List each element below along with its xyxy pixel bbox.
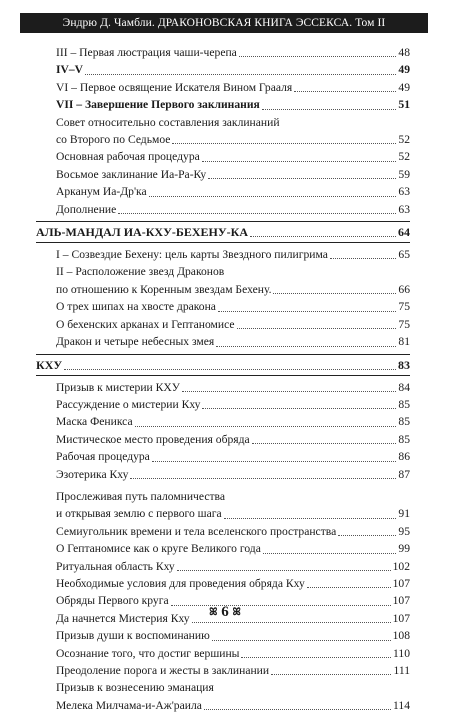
- toc-entry-eighth[interactable]: [36, 166, 410, 183]
- toc-entry-completion[interactable]: [36, 96, 410, 113]
- toc-entry-page: 108: [392, 629, 410, 643]
- toc-entry-constellation[interactable]: [36, 246, 410, 263]
- toc-entry-page: 84: [398, 380, 410, 394]
- leader-dots: [182, 391, 396, 392]
- leader-dots: [135, 426, 397, 427]
- toc-entry-heptagon[interactable]: [36, 523, 410, 540]
- toc-entry-page: 110: [393, 646, 410, 660]
- toc-entry-phoenix-mask[interactable]: [36, 413, 410, 430]
- toc-entry-title: Дракон и четыре небесных змея: [56, 335, 215, 349]
- leader-dots: [208, 178, 396, 179]
- toc-entry-title: VI – Первое освящение Искателя Вином Грааля: [56, 80, 293, 94]
- toc-entry-great-year[interactable]: [36, 540, 410, 557]
- toc-entry-page: 65: [398, 248, 410, 262]
- toc-entry-title: Призыв души к воспоминанию: [56, 629, 210, 643]
- toc-entry-title: Основная рабочая процедура: [56, 150, 200, 164]
- toc-entry-page: 66: [398, 282, 410, 296]
- toc-entry-title: IV–V: [56, 63, 84, 77]
- leader-dots: [307, 587, 391, 588]
- toc-entry-page: 85: [398, 397, 410, 411]
- leader-dots: [241, 657, 391, 658]
- leader-dots: [294, 91, 396, 92]
- leader-dots: [273, 293, 396, 294]
- toc-entry-page: 75: [398, 300, 410, 314]
- toc-entry-title: Рассуждение о мистерии Кху: [56, 397, 201, 411]
- toc-entry-mystic-place[interactable]: [36, 431, 410, 448]
- toc-entry-three-spikes[interactable]: [36, 298, 410, 315]
- toc-entry-appendix[interactable]: [36, 201, 410, 218]
- section-title: АЛЬ-МАНДАЛ ИА-КХУ-БЕХЕНУ-КА: [36, 225, 249, 240]
- toc-group-2: [36, 148, 410, 218]
- toc-entry-page: 48: [398, 46, 410, 59]
- toc-entry-page: 99: [398, 542, 410, 556]
- toc-entry-title: Эзотерика Кху: [56, 467, 129, 481]
- toc-entry-summit[interactable]: [36, 645, 410, 662]
- toc-entry-page: 95: [398, 524, 410, 538]
- toc-entry-working-procedure[interactable]: [36, 448, 410, 465]
- toc-entry-title: II – Расположение звезд Драконов: [56, 265, 225, 279]
- toc-entry-invocation[interactable]: [36, 379, 410, 396]
- leader-dots: [177, 570, 391, 571]
- toc-entry-page: 85: [398, 415, 410, 429]
- toc-entry-page: 81: [398, 335, 410, 349]
- toc-entry-page: 91: [398, 507, 410, 521]
- toc-entry-title: О бехенских арканах и Гептаномисе: [56, 317, 235, 331]
- running-title: Эндрю Д. Чамбли. ДРАКОНОВСКАЯ КНИГА ЭССЕКСА. Том ІІ: [62, 17, 386, 29]
- leader-dots: [263, 553, 397, 554]
- leader-dots: [85, 74, 396, 75]
- toc-entry-lustration[interactable]: [36, 44, 410, 61]
- toc-entry-iv-v[interactable]: [36, 61, 410, 78]
- toc-entry-title: Обряды Первого круга: [56, 594, 169, 608]
- toc-entry-ascension[interactable]: [36, 679, 410, 714]
- toc-entry-title: Призыв к мистерии КХУ: [56, 380, 180, 394]
- section-page: 64: [398, 225, 410, 240]
- toc-entry-page: 59: [398, 167, 410, 181]
- section-page: 83: [398, 357, 410, 372]
- toc-entry-esoterica[interactable]: [36, 466, 410, 483]
- toc-entry-arrangement[interactable]: [36, 263, 410, 298]
- toc-entry-title: Семиугольник времени и тела вселенского пространства: [56, 524, 337, 538]
- leader-dots: [152, 461, 397, 462]
- toc-entry-title: Мистическое место проведения обряда: [56, 432, 250, 446]
- leader-dots: [212, 640, 391, 641]
- leader-dots: [252, 443, 397, 444]
- toc-entry-page: 107: [392, 594, 410, 608]
- toc-entry-page: 102: [392, 559, 410, 573]
- toc-entry-title: Прослеживая путь паломничества: [56, 489, 226, 503]
- toc-entry-title: Рабочая процедура: [56, 450, 150, 464]
- toc-entry-line: [36, 505, 410, 522]
- leader-dots: [172, 143, 396, 144]
- toc-entry-procedure[interactable]: [36, 148, 410, 165]
- toc-entry-page: 63: [398, 185, 410, 199]
- toc-entry-line: [36, 679, 410, 696]
- leader-dots: [192, 622, 391, 623]
- toc-group-1: [36, 44, 410, 114]
- toc-entry-page: 51: [398, 98, 410, 112]
- toc-entry-title: I – Созвездие Бехену: цель карты Звездного пилигрима: [56, 248, 328, 262]
- toc-group-5: [36, 523, 410, 680]
- toc-entry-title: Совет относительно составления заклинаний: [56, 115, 280, 129]
- toc-entry-page: 86: [398, 450, 410, 464]
- toc-entry-ritual-area[interactable]: [36, 558, 410, 575]
- toc-entry-page: 111: [393, 664, 410, 677]
- toc-entry-title: Необходимые условия для проведения обряда Кху: [56, 576, 305, 590]
- toc-entry-title: Арканум Иа-Др'ка: [56, 185, 147, 199]
- toc-entry-title-cont: по отношению к Коренным звездам Бехену.: [56, 282, 272, 296]
- toc-entry-title: Ритуальная область Кху: [56, 559, 175, 573]
- toc-entry-title: Осознание того, что достиг вершины: [56, 646, 240, 660]
- toc-entry-consecration[interactable]: [36, 79, 410, 96]
- toc-entry-title-cont: Мелека Милчама-и-Аж'раила: [56, 698, 202, 712]
- leader-dots: [237, 328, 397, 329]
- toc-entry-title: О трех шипах на хвосте дракона: [56, 300, 216, 314]
- page-footer: [0, 604, 450, 621]
- toc-entry-title: О Гептаномисе как о круге Великого года: [56, 542, 261, 556]
- leader-dots: [118, 213, 396, 214]
- toc-entry-line: [36, 488, 410, 505]
- page-number: 6: [221, 604, 229, 620]
- toc-entry-page: 107: [392, 611, 410, 625]
- toc-entry-line: [36, 131, 410, 148]
- toc-entry-conditions[interactable]: [36, 575, 410, 592]
- toc-entry-title: Да начнется Мистерия Кху: [56, 611, 190, 625]
- left-ornament-icon: ꕤ: [209, 607, 218, 619]
- leader-dots: [202, 161, 397, 162]
- toc-entry-title: Призыв к вознесению эманация: [56, 681, 214, 695]
- leader-dots: [224, 518, 397, 519]
- leader-dots: [216, 346, 396, 347]
- leader-dots: [338, 535, 396, 536]
- toc-group-4: [36, 379, 410, 483]
- toc-entry-page: 75: [398, 317, 410, 331]
- leader-dots: [250, 236, 396, 237]
- toc-entry-pilgrimage[interactable]: [36, 488, 410, 523]
- toc-entry-line: [36, 697, 410, 714]
- leader-dots: [204, 709, 391, 710]
- toc-entry-soul-remembrance[interactable]: [36, 627, 410, 644]
- toc-entry-page: 85: [398, 432, 410, 446]
- toc-entry-title: Преодоление порога и жесты в заклинании: [56, 664, 270, 677]
- leader-dots: [218, 311, 396, 312]
- toc-entry-line: [36, 263, 410, 280]
- leader-dots: [239, 56, 397, 57]
- toc-entry-line: [36, 281, 410, 298]
- toc-entry-arcanum[interactable]: [36, 183, 410, 200]
- toc-entry-title: Восьмое заклинание Иа-Ра-Ку: [56, 167, 207, 181]
- leader-dots: [271, 674, 391, 675]
- toc-entry-discourse[interactable]: [36, 396, 410, 413]
- leader-dots: [202, 408, 396, 409]
- leader-dots: [330, 258, 397, 259]
- toc-entry-dragon-serpents[interactable]: [36, 333, 410, 350]
- toc-entry-title-cont: и открывая землю с первого шага: [56, 507, 222, 521]
- toc-entry-page: 63: [398, 202, 410, 216]
- toc-entry-title-cont: со Второго по Седьмое: [56, 133, 171, 147]
- toc-entry-page: 49: [398, 63, 410, 77]
- toc-entry-title: Маска Феникса: [56, 415, 133, 429]
- toc-entry-page: 52: [398, 150, 410, 164]
- toc-section-khu[interactable]: [36, 354, 410, 376]
- toc-entry-behenian-arcana[interactable]: [36, 316, 410, 333]
- toc-section-al-mandal[interactable]: [36, 221, 410, 243]
- toc-entry-title: III – Первая люстрация чаши-черепа: [56, 46, 237, 59]
- leader-dots: [262, 109, 397, 110]
- toc-entry-page: 87: [398, 467, 410, 481]
- right-ornament-icon: ꕤ: [232, 607, 241, 619]
- toc-group-3: [36, 298, 410, 350]
- toc-entry-threshold[interactable]: [36, 662, 410, 679]
- toc-entry-page: 52: [398, 133, 410, 147]
- toc-entry-page: 114: [393, 698, 410, 712]
- toc-entry-page: 107: [392, 576, 410, 590]
- toc-entry-line: [36, 114, 410, 131]
- leader-dots: [130, 478, 396, 479]
- toc-entry-title: Дополнение: [56, 202, 117, 216]
- running-header: [20, 13, 428, 33]
- leader-dots: [64, 369, 396, 370]
- section-title: КХУ: [36, 357, 63, 372]
- toc-entry-title: VII – Завершение Первого заклинания: [56, 98, 260, 112]
- toc-entry-advice[interactable]: [36, 114, 410, 149]
- leader-dots: [149, 196, 397, 197]
- toc-entry-page: 49: [398, 80, 410, 94]
